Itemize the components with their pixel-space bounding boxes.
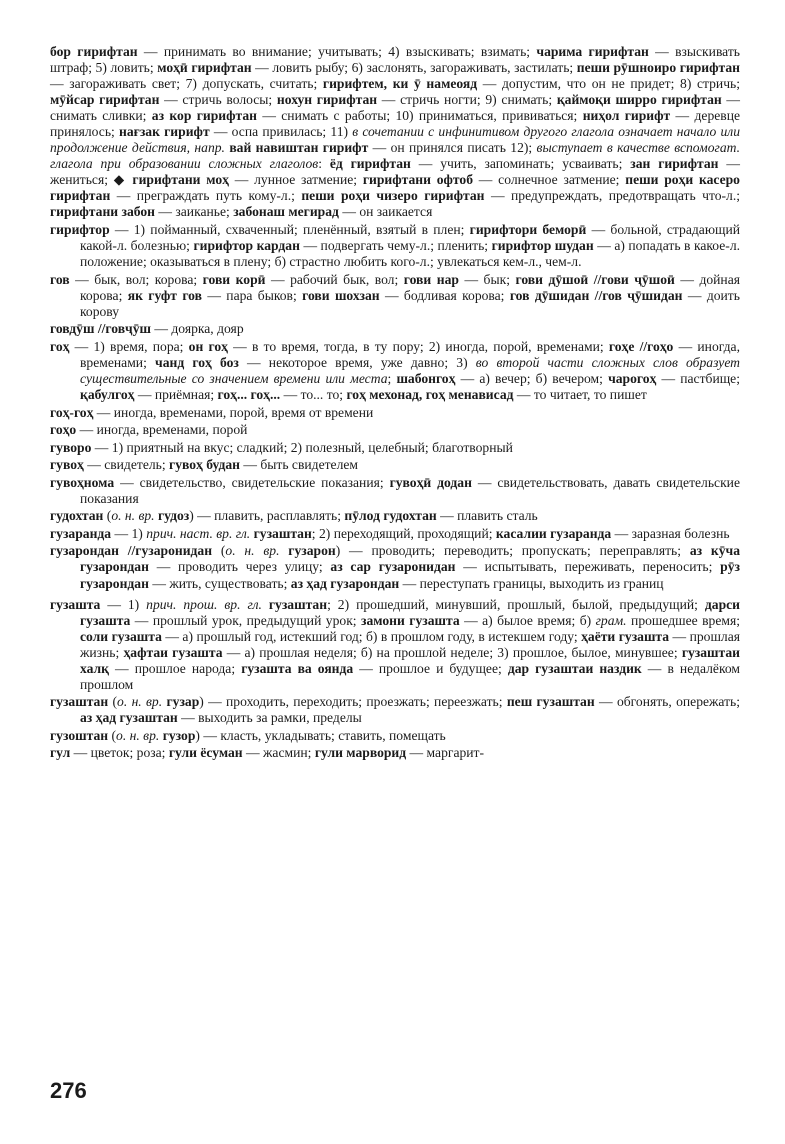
dictionary-entry (50, 44, 740, 221)
headword-text: гул (50, 745, 71, 761)
headword-text: пеши роҳи чизеро гирифтан (301, 188, 485, 204)
definition-text: ) — проводить; переводить; пропускать; переправлять; (335, 543, 690, 559)
headword-text: гови корӣ (202, 271, 266, 287)
headword-text: дарси гузашта (80, 596, 740, 628)
headword-text: нохун гирифтан (276, 92, 378, 108)
definition-text: — то читает, то пишет (513, 386, 647, 402)
definition-text: ( (212, 543, 226, 559)
definition-text: — подвергать чему-л.; пленить; (299, 238, 492, 254)
headword-text: гирифтани офтоб (362, 172, 474, 188)
dictionary-page (50, 44, 740, 763)
headword-text: вай навиштан гирифт (229, 140, 369, 156)
definition-text: — а) прошлый год, истекший год; б) в прошлом году, в истекшем году; (161, 628, 582, 644)
definition-text: — обгонять, опережать; (594, 694, 741, 710)
definition-text: — а) былое время; б) (459, 612, 596, 628)
headword-text: гов (50, 271, 70, 287)
definition-text: — иногда, временами; (80, 338, 740, 370)
dictionary-entry (50, 222, 740, 270)
headword-text: гувоҳ будан (169, 457, 240, 473)
definition-text: — рабочий бык, вол; (265, 271, 404, 287)
headword-text: гови нар (403, 271, 459, 287)
definition-text: — жасмин; (242, 745, 315, 761)
headword-text: соли гузашта (80, 628, 162, 644)
definition-text: — маргарит- (406, 745, 485, 761)
headword-text: аз кӯча гузарондан (80, 543, 740, 575)
headword-text: пеши рӯшноиро гирифтан (576, 60, 740, 76)
grammar-note: во второй части сложных слов образует существительные со значением времени или места (80, 354, 740, 386)
dictionary-entry (50, 422, 740, 438)
definition-text: — дойная корова; (80, 271, 740, 303)
headword-text: гули марворид (314, 745, 407, 761)
definition-text: — бык, вол; корова; (69, 271, 203, 287)
headword-text: пӯлод гудохтан (344, 508, 437, 524)
definition-text: — снимать сливки; (50, 92, 741, 124)
headword-text: касалии гузаранда (495, 525, 612, 541)
headword-text: гоҳ мехонад, гоҳ менависад (346, 386, 514, 402)
definition-text: — плавить сталь (436, 508, 538, 524)
headword-text: гирифтани моҳ (132, 172, 229, 188)
definition-text: — проводить через улицу; (148, 559, 331, 575)
definition-text: ( (103, 508, 112, 524)
grammar-note: о. н. вр. (111, 508, 155, 524)
grammar-note: о. н. вр. (116, 727, 160, 743)
definition-text: — то... то; (280, 386, 347, 402)
definition-text: — свидетельствовать, давать свидетельские показания (80, 474, 740, 506)
headword-text: он гоҳ (188, 338, 228, 354)
definition-text: — иногда, временами, порой, время от времени (93, 404, 374, 420)
definition-text: — заразная болезнь (611, 525, 730, 541)
definition-text: — ловить рыбу; 6) заслонять, загораживать, застилать; (251, 60, 577, 76)
headword-text: гузор (162, 727, 196, 743)
definition-text: — а) вечер; б) вечером; (455, 370, 609, 386)
headword-text: гови дӯшоӣ //гови ҷӯшоӣ (515, 271, 675, 287)
headword-text: гирифтем, ки ӯ намеояд (322, 76, 478, 92)
definition-text: — иногда, временами, порой (76, 422, 248, 438)
headword-text: ёд гирифтан (329, 156, 411, 172)
headword-text: гоҳ-гоҳ (50, 404, 94, 420)
definition-text: — быть свидетелем (239, 457, 359, 473)
definition-text: — больной, страдающий какой-л. болезнью; (80, 222, 740, 254)
definition-text: — выходить за рамки, пределы (177, 710, 362, 726)
definition-text: — свидетель; (83, 457, 170, 473)
dictionary-entry (50, 475, 740, 507)
headword-text: аз ҳад гузаштан (80, 710, 178, 726)
definition-text: — взыскивать штраф; 5) ловить; (50, 44, 740, 76)
definition-text: — заиканье; (155, 204, 234, 220)
headword-text: гоҳ (50, 338, 70, 354)
headword-text: қаймоқи ширро гирифтан (556, 92, 722, 108)
definition-text: — а) прошлая неделя; б) на прошлой неделе; 3) прошлое, былое, минувшее; (222, 644, 682, 660)
headword-text: гудохтан (50, 508, 104, 524)
dictionary-entry (50, 597, 740, 693)
headword-text: гузаштан (253, 525, 312, 541)
definition-text: — доить корову (80, 287, 740, 319)
dictionary-entry (50, 745, 740, 761)
headword-text: гирифтани забон (50, 204, 156, 220)
definition-text: — солнечное затмение; (473, 172, 626, 188)
headword-text: пеш гузаштан (506, 694, 595, 710)
definition-text: — прошлое и будущее; (353, 660, 508, 676)
headword-text: гузаштан (268, 596, 328, 612)
headword-text: гувоҳӣ додан (389, 474, 472, 490)
definition-text: — стричь ногти; 9) снимать; (377, 92, 557, 108)
definition-text: — переступать границы, выходить из границ (399, 575, 664, 591)
definition-text: — доярка, дояр (150, 321, 244, 337)
headword-text: гузаштан (50, 694, 109, 710)
definition-text: — 1) (111, 525, 147, 541)
headword-text: гоҳо (50, 422, 77, 438)
definition-text: — пара быков; (201, 287, 303, 303)
dictionary-entry (50, 728, 740, 744)
headword-text: гови шохзан (302, 287, 380, 303)
dictionary-entry (50, 457, 740, 473)
headword-text: гузарон (288, 543, 336, 559)
headword-text: чарима гирифтан (536, 44, 649, 59)
definition-text: ; 2) прошедший, минувший, прошлый, былой, предыдущий; (327, 596, 705, 612)
dictionary-entry (50, 508, 740, 524)
headword-text: гузоштан (50, 727, 109, 743)
headword-text: рӯз гузарондан (80, 559, 740, 591)
definition-text: — жить, существовать; (148, 575, 291, 591)
definition-text: : (318, 156, 330, 172)
headword-text: нағзак гирифт (119, 124, 210, 140)
grammar-note: выступает в качестве вспомогат. глагола при образовании сложных глаголов (50, 140, 741, 172)
definition-text: — 1) пойманный, схваченный; пленённый, взятый в плен; (109, 222, 470, 238)
grammar-note: о. н. вр. (117, 694, 163, 710)
headword-text: пеши роҳи касеро гирифтан (50, 172, 740, 204)
grammar-note: прич. прош. вр. гл. (146, 596, 262, 612)
definition-text: — пастбище; (656, 370, 740, 386)
definition-text: — бодливая корова; (379, 287, 510, 303)
dictionary-entry (50, 694, 740, 726)
dictionary-entry (50, 339, 740, 403)
definition-text (279, 543, 288, 558)
grammar-note: грам. (595, 612, 627, 628)
definition-text: — 1) приятный на вкус; сладкий; 2) полезный, целебный; благотворный (91, 439, 513, 455)
definition-text: — 1) время, пора; (69, 338, 189, 354)
definition-text: — принимать во внимание; учитывать; 4) взыскивать; взимать; (137, 44, 537, 59)
headword-text: чанд гоҳ боз (155, 354, 239, 370)
headword-text: гудоз (157, 508, 190, 524)
headword-text: гузашта (50, 596, 101, 612)
headword-text: аз сар гузаронидан (330, 559, 456, 575)
headword-text: замони гузашта (361, 612, 460, 628)
definition-text: ) — плавить, расплавлять; (189, 508, 345, 524)
grammar-note: о. н. вр. (225, 543, 280, 559)
definition-text: ; 2) переходящий, проходящий; (311, 525, 496, 541)
definition-text: прошедшее время; (626, 612, 741, 628)
headword-text: гувоҳ (50, 457, 84, 473)
definition-text: — загораживать свет; 7) допускать, считать; (50, 76, 323, 92)
definition-text: — свидетельство, свидетельские показания; (114, 474, 390, 490)
dictionary-entry (50, 321, 740, 337)
page-number: 276 (50, 1078, 87, 1103)
definition-text: — некоторое время, уже давно; 3) (238, 354, 476, 370)
definition-text: — допустим, что он не придет; 8) стричь; (477, 76, 741, 92)
definition-text (262, 597, 269, 612)
headword-text: мӯйсар гирифтан (50, 92, 160, 108)
headword-text: зан гирифтан (630, 156, 719, 172)
headword-text: гуворо (50, 439, 92, 455)
definition-text: — приёмная; (134, 386, 218, 402)
definition-text: — деревце принялось; (50, 108, 740, 140)
dictionary-entry (50, 405, 740, 421)
definition-text: — а) попадать в какое-л. положение; оказываться в плену; б) страстно любить кого-л.; увлекаться кем-л., чем-л. (80, 238, 741, 270)
headword-text: қабулгоҳ (80, 386, 135, 402)
definition-text: — снимать с работы; 10) приниматься, прививаться; (257, 108, 583, 124)
definition-text: — прошлая жизнь; (80, 628, 740, 660)
headword-text: гирифтори беморӣ (469, 222, 587, 238)
headword-text: ҳафтаи гузашта (123, 644, 223, 660)
headword-text: говдӯш //говҷӯш (50, 321, 151, 337)
definition-text: ; (387, 370, 397, 386)
definition-text: — в то время, тогда, в ту пору; 2) иногда, порой, временами; (227, 338, 609, 354)
definition-text: — жениться; ◆ (50, 156, 740, 188)
headword-text: ниҳол гирифт (582, 108, 671, 124)
definition-text: — учить, запоминать; усваивать; (410, 156, 631, 172)
headword-text: шабонгоҳ (396, 370, 456, 386)
headword-text: гирифтор шудан (491, 238, 594, 254)
definition-text: — цветок; роза; (70, 745, 169, 761)
headword-text: гоҳе //гоҳо (608, 338, 674, 354)
definition-text: — испытывать, переживать, переносить; (455, 559, 721, 575)
definition-text: — преграждать путь кому-л.; (110, 188, 302, 204)
dictionary-entry (50, 526, 740, 542)
headword-text: гузаранда (50, 525, 112, 541)
definition-text: ) — класть, укладывать; ставить, помещать (195, 727, 446, 743)
definition-text: — бык; (458, 271, 516, 287)
headword-text: гузаштаи халқ (80, 644, 740, 676)
headword-text: гов дӯшидан //гов ҷӯшидан (509, 287, 683, 303)
definition-text: ) — проходить, переходить; проезжать; переезжать; (199, 694, 507, 710)
headword-text: гоҳ... гоҳ... (217, 386, 281, 402)
definition-text: — лунное затмение; (228, 172, 363, 188)
headword-text: гузарондан //гузаронидан (50, 543, 213, 559)
definition-text: — прошлый урок, предыдущий урок; (130, 612, 362, 628)
headword-text: чарогоҳ (608, 370, 657, 386)
definition-text: — оспа привилась; 11) (209, 124, 353, 140)
grammar-note: в сочетании с инфинитивом другого глагола означает начало или продолжение действия, напр. (50, 124, 740, 156)
headword-text: ҳаёти гузашта (581, 628, 670, 644)
definition-text: — он принялся писать 12); (368, 140, 537, 156)
definition-text: — стричь волосы; (159, 92, 277, 108)
definition-text: — в недалёком прошлом (80, 660, 741, 692)
definition-text: ( (108, 694, 118, 710)
headword-text: аз ҳад гузарондан (290, 575, 400, 591)
headword-text: гувоҳнома (50, 474, 115, 490)
headword-text: гирифтор (50, 222, 110, 238)
dictionary-entry (50, 543, 740, 591)
headword-text: аз кор гирифтан (151, 108, 257, 124)
definition-text: — предупреждать, предотвращать что-л.; (484, 188, 741, 204)
definition-text: — 1) (100, 596, 147, 612)
headword-text: гузашта ва оянда (241, 660, 354, 676)
headword-text: гули ёсуман (168, 745, 243, 761)
dictionary-entry (50, 272, 740, 320)
headword-text: як гуфт гов (127, 287, 202, 303)
definition-text: — прошлое народа; (109, 660, 242, 676)
headword-text: гузар (166, 694, 200, 710)
dictionary-entry (50, 440, 740, 456)
headword-text: гирифтор кардан (193, 238, 300, 254)
headword-text: бор гирифтан (50, 44, 138, 59)
headword-text: забонаш мегирад (233, 204, 339, 220)
headword-text: дар гузаштаи наздик (507, 660, 642, 676)
definition-text: ( (108, 727, 117, 743)
headword-text: моҳӣ гирифтан (157, 60, 252, 76)
grammar-note: прич. наст. вр. гл. (146, 525, 251, 541)
definition-text: — он заикается (338, 204, 433, 220)
